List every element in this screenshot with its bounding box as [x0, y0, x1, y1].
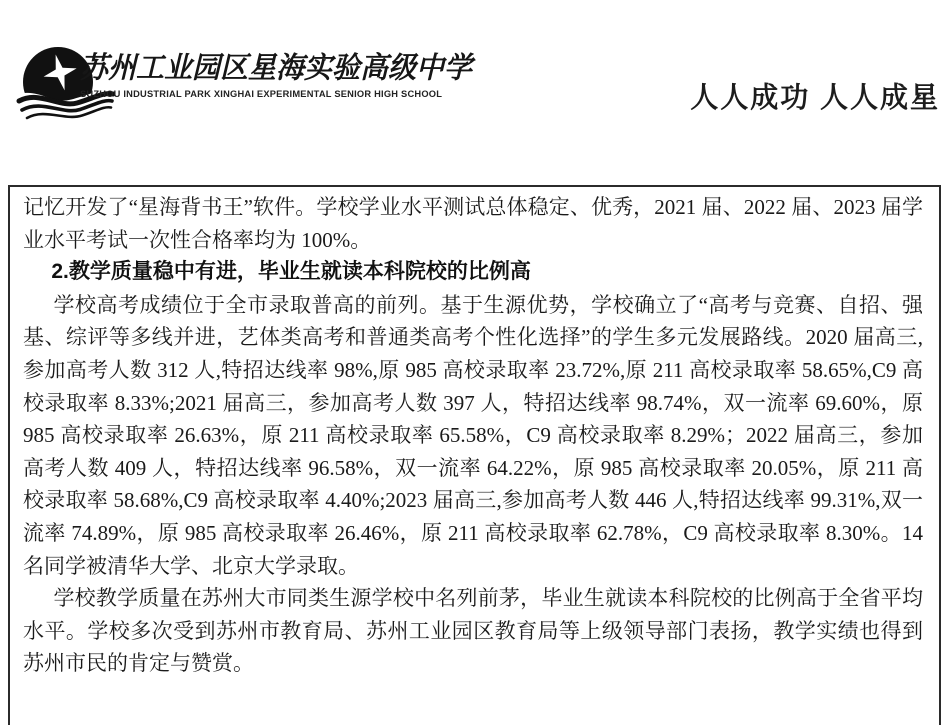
- school-slogan: 人人成功 人人成星: [690, 81, 940, 114]
- paragraph-continuation: 记忆开发了“星海背书王”软件。学校学业水平测试总体稳定、优秀，2021 届、2022 届、2023 届学业水平考试一次性合格率均为 100%。: [23, 195, 923, 252]
- school-name-block: [80, 52, 500, 99]
- paragraph-exam-results: 学校高考成绩位于全市录取普高的前列。基于生源优势，学校确立了“高考与竞赛、自招、强基、综评等多线并进，艺体类高考和普通类高考个性化选择”的学生多元发展路线。2020 届高三,参加高考人数 312 人,特招达线率 98%,原 985 高校录取率 23.72%,原 211 高校录取率 58.65%,C9 高校录取率 8.33%;2021 届高三，参加高考人数 397 人，特招达线率 98.74%，双一流率 69.60%，原 985 高校录取率 26.63%，原 211 高校录取率 65.58%，C9 高校录取率 8.29%；2022 届高三，参加高考人数 409 人，特招达线率 96.58%，双一流率 64.22%，原 985 高校录取率 20.05%，原 211 高校录取率 58.68%,C9 高校录取率 4.40%;2023 届高三,参加高考人数 446 人,特招达线率 99.31%,双一流率 74.89%，原 985 高校录取率 26.46%，原 211 高校录取率 62.78%，C9 高校录取率 8.30%。14 名同学被清华大学、北京大学录取。: [23, 292, 923, 578]
- section-heading: 2.教学质量稳中有进，毕业生就读本科院校的比例高: [51, 260, 531, 284]
- paragraph-quality-summary: 学校教学质量在苏州大市同类生源学校中名列前茅，毕业生就读本科院校的比例高于全省平均水平。学校多次受到苏州市教育局、苏州工业园区教育局等上级领导部门表扬，教学实绩也得到苏州市民的肯定与赞赏。: [23, 586, 923, 676]
- school-name-calligraphy: 苏州工业园区星海实验高级中学: [80, 52, 473, 85]
- school-name-english: SUZHOU INDUSTRIAL PARK XINGHAI EXPERIMENTAL SENIOR HIGH SCHOOL: [80, 89, 443, 99]
- page-header: [0, 0, 952, 160]
- content-border-box: [8, 185, 941, 725]
